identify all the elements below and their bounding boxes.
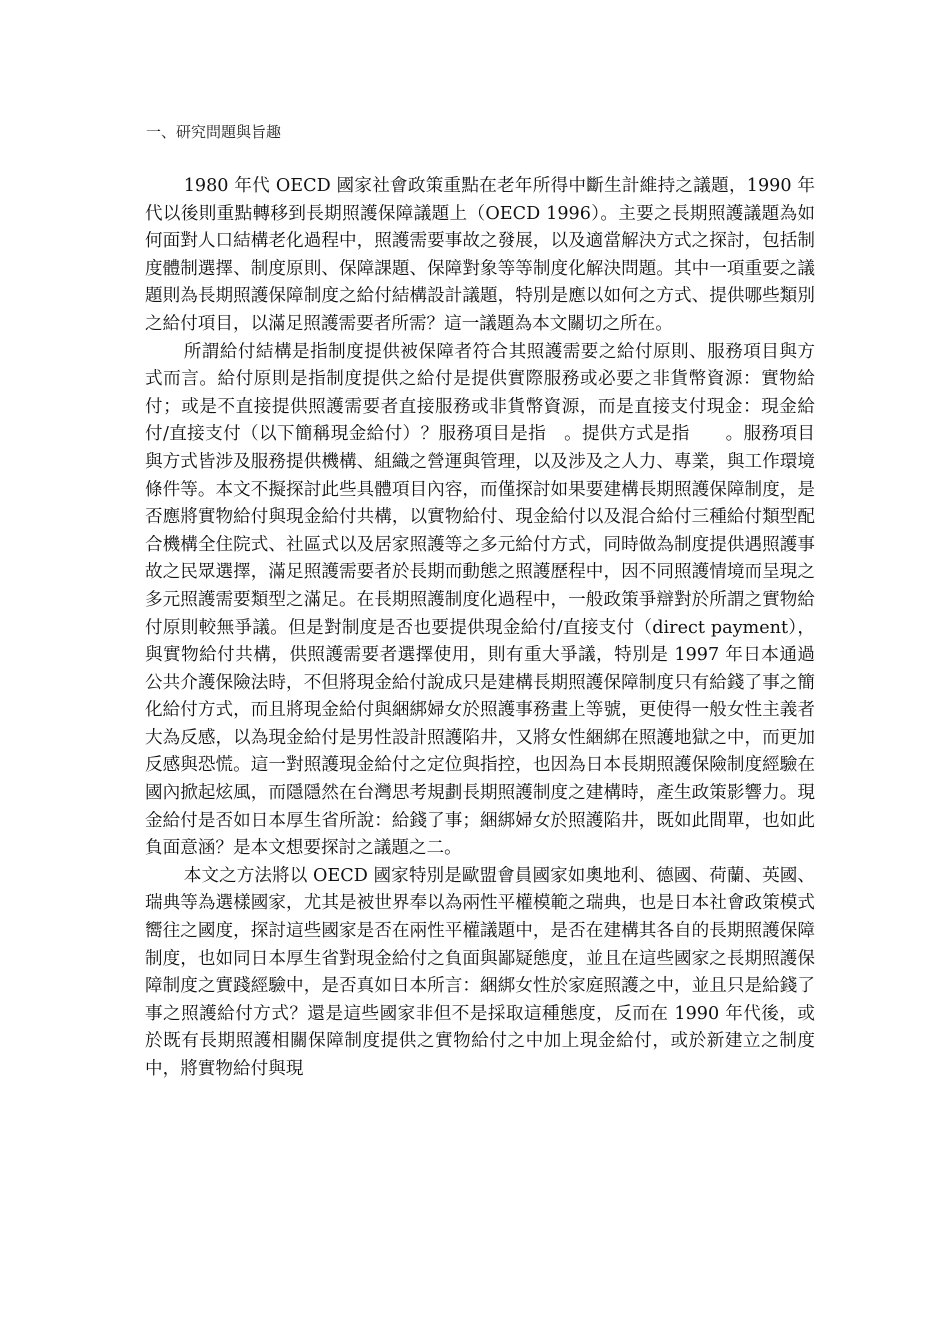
document-body	[145, 173, 815, 1084]
paragraph-benefit-structure: 所謂給付結構是指制度提供被保障者符合其照護需要之給付原則、服務項目與方式而言。給付原則是指制度提供之給付是提供實際服務或必要之非貨幣資源：實物給付；或是不直接提供照護需要者直接服務或非貨幣資源，而是直接支付現金：現金給付/直接支付（以下簡稱現金給付）？服務項目是指 。提供方式是指 。服務項目與方式皆涉及服務提供機構、組織之營運與管理，以及涉及之人力、專業，與工作環境條件等。本文不擬探討此些具體項目內容，而僅探討如果要建構長期照護保障制度，是否應將實物給付與現金給付共構，以實物給付、現金給付以及混合給付三種給付類型配合機構全住院式、社區式以及居家照護等之多元給付方式，同時做為制度提供遇照護事故之民眾選擇，滿足照護需要者於長期而動態之照護歷程中，因不同照護情境而呈現之多元照護需要類型之滿足。在長期照護制度化過程中，一般政策爭辯對於所謂之實物給付原則較無爭議。但是對制度是否也要提供現金給付/直接支付（direct payment），與實物給付共構，供照護需要者選擇使用，則有重大爭議，特別是 1997 年日本通過公共介護保險法時，不但將現金給付說成只是建構長期照護保障制度只有給錢了事之簡化給付方式，而且將現金給付與綑綁婦女於照護事務畫上等號，更使得一般女性主義者大為反感，以為現金給付是男性設計照護陷井，又將女性綑綁在照護地獄之中，而更加反感與恐慌。這一對照護現金給付之定位與指控，也因為日本長期照護保險制度經驗在國內掀起炫風，而隱隱然在台灣思考規劃長期照護制度之建構時，產生政策影響力。現金給付是否如日本厚生省所說：給錢了事；綑綁婦女於照護陷井，既如此間單，也如此負面意涵？是本文想要探討之議題之二。	[145, 341, 815, 859]
paragraph-methodology: 本文之方法將以 OECD 國家特別是歐盟會員國家如奧地利、德國、荷蘭、英國、瑞典等為選樣國家，尤其是被世界奉以為兩性平權模範之瑞典，也是日本社會政策模式嚮往之國度，探討這些國家是否在兩性平權議題中，是否在建構其各自的長期照護保障制度，也如同日本厚生省對現金給付之負面與鄙疑態度，並且在這些國家之長期照護保障制度之實踐經驗中，是否真如日本所言：綑綁女性於家庭照護之中，並且只是給錢了事之照護給付方式？還是這些國家非但不是採取這種態度，反而在 1990 年代後，或於既有長期照護相關保障制度提供之實物給付之中加上現金給付，或於新建立之制度中，將實物給付與現	[145, 865, 815, 1079]
paragraph-research-issues: 1980 年代 OECD 國家社會政策重點在老年所得中斷生計維持之議題，1990 年代以後則重點轉移到長期照護保障議題上（OECD 1996）。主要之長期照護議題為如何面對人口結構老化過程中，照護需要事故之發展，以及適當解決方式之探討，包括制度體制選擇、制度原則、保障課題、保障對象等等制度化解決問題。其中一項重要之議題則為長期照護保障制度之給付結構設計議題，特別是應以如何之方式、提供哪些類別之給付項目，以滿足照護需要者所需？這一議題為本文關切之所在。	[145, 176, 815, 334]
section-heading: 一、研究問題與旨趣	[146, 123, 282, 141]
